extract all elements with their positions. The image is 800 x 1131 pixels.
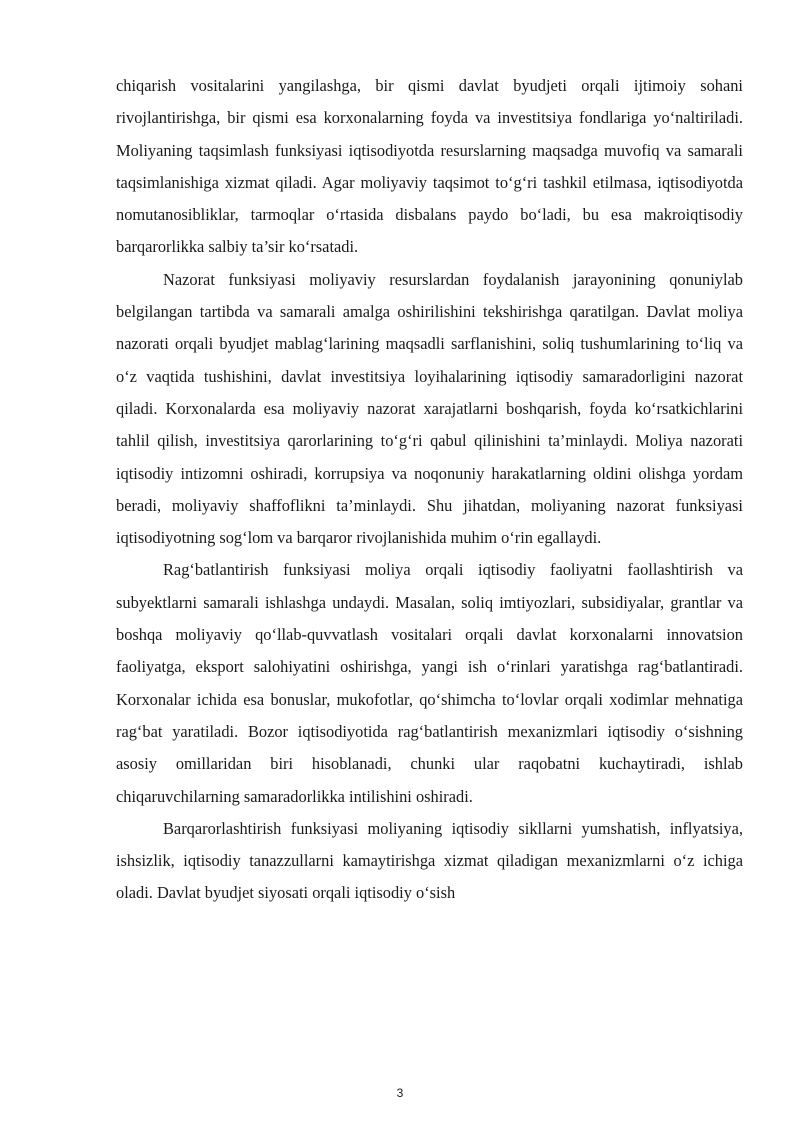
paragraph-ragbatlantirish: Rag‘batlantirish funksiyasi moliya orqali iqtisodiy faoliyatni faollashtirish va subyektlarni samarali ishlashga undaydi. Masalan, soliq imtiyozlari, subsidiyalar, grantlar va boshqa moliyaviy qo‘llab-quvvatlash vositalari orqali davlat korxonalarni innovatsion faoliyatga, eksport salohiyatini oshirishga, yangi ish o‘rinlari yaratishga rag‘batlantiradi. Korxonalar ichida esa bonuslar, mukofotlar, qo‘shimcha to‘lovlar orqali xodimlar mehnatiga rag‘bat yaratiladi. Bozor iqtisodiyotida rag‘batlantirish mexanizmlari iqtisodiy o‘sishning asosiy omillaridan biri hisoblanadi, chunki ular raqobatni kuchaytiradi, ishlab chiqaruvchilarning samaradorlikka intilishini oshiradi. [116,560,743,806]
page-number: 3 [396,1086,404,1100]
paragraph-nazorat: Nazorat funksiyasi moliyaviy resurslardan foydalanish jarayonining qonuniylab belgilangan tartibda va samarali amalga oshirilishini tekshirishga qaratilgan. Davlat moliya nazorati orqali byudjet mablag‘larining maqsadli sarflanishini, soliq tushumlarining to‘liq va o‘z vaqtida tushishini, davlat investitsiya loyihalarining iqtisodiy samaradorligini nazorat qiladi. Korxonalarda esa moliyaviy nazorat xarajatlarni boshqarish, foyda ko‘rsatkichlarini tahlil qilish, investitsiya qarorlarining to‘g‘ri qabul qilinishini ta’minlaydi. Moliya nazorati iqtisodiy intizomni oshiradi, korrupsiya va noqonuniy harakatlarning oldini olishga yordam beradi, moliyaviy shaffoflikni ta’minlaydi. Shu jihatdan, moliyaning nazorat funksiyasi iqtisodiyotning sog‘lom va barqaror rivojlanishida muhim o‘rin egallaydi. [116,269,743,548]
paragraph-barqarorlashtirish: Barqarorlashtirish funksiyasi moliyaning iqtisodiy sikllarni yumshatish, inflyatsiya, ishsizlik, iqtisodiy tanazzullarni kamaytirishga xizmat qiladigan mexanizmlarni o‘z ichiga oladi. Davlat byudjet siyosati orqali iqtisodiy o‘sish [116,818,743,903]
paragraph-continuation: chiqarish vositalarini yangilashga, bir qismi davlat byudjeti orqali ijtimoiy sohani rivojlantirishga, bir qismi esa korxonalarning foyda va investitsiya fondlariga yo‘naltiriladi. Moliyaning taqsimlash funksiyasi iqtisodiyotda resurslarning maqsadga muvofiq va samarali taqsimlanishiga xizmat qiladi. Agar moliyaviy taqsimot to‘g‘ri tashkil etilmasa, iqtisodiyotda nomutanosibliklar, tarmoqlar o‘rtasida disbalans paydo bo‘ladi, bu esa makroiqtisodiy barqarorlikka salbiy ta’sir ko‘rsatadi. [116,76,743,257]
page-body [116,70,743,910]
